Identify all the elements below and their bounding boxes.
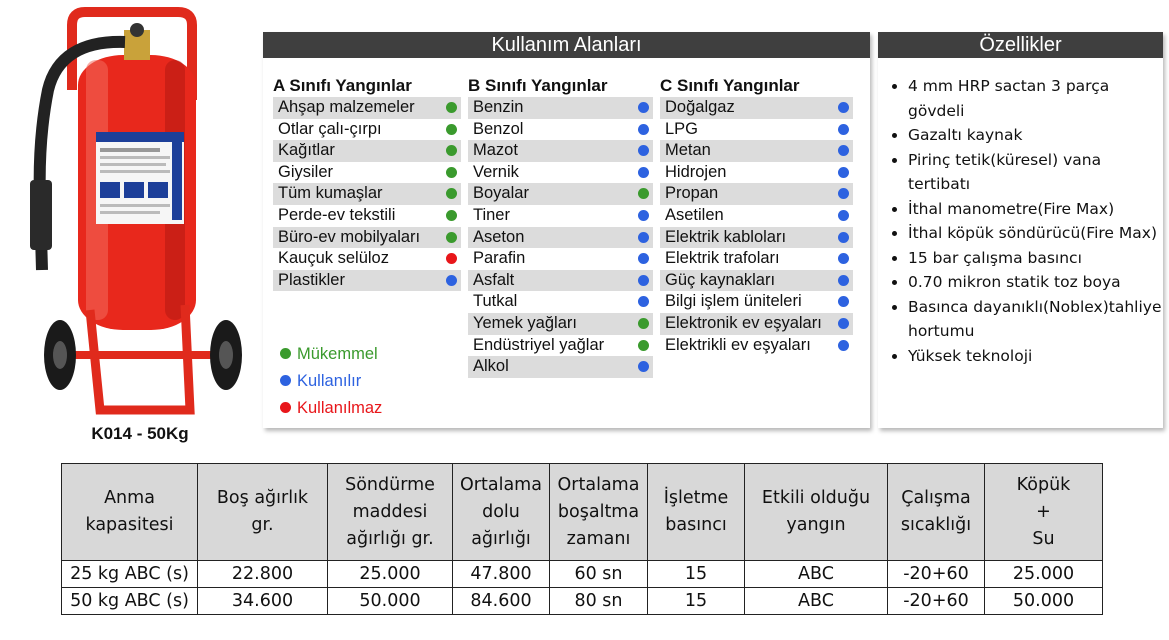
blue-dot-icon — [838, 232, 849, 243]
features-panel — [878, 32, 1163, 428]
feature-item: • 15 bar çalışma basıncı — [908, 246, 1166, 271]
class-c-title: C Sınıfı Yangınlar — [660, 76, 800, 95]
spec-header-cell: Ortalama dolu ağırlığı — [453, 464, 550, 561]
usage-label: Ahşap malzemeler — [278, 98, 415, 116]
usage-label: Mazot — [473, 141, 518, 160]
usage-row — [468, 140, 653, 162]
usage-label: Elektronik ev eşyaları — [665, 313, 822, 332]
usage-label: Otlar çalı-çırpı — [278, 119, 382, 138]
spec-cell: 25.000 — [328, 561, 453, 588]
feature-item: • İthal köpük söndürücü(Fire Max) — [908, 221, 1166, 246]
blue-dot-icon — [638, 275, 649, 286]
usage-row — [660, 140, 853, 162]
feature-item: • 4 mm HRP sactan 3 parça gövdeli — [908, 74, 1166, 123]
usage-label: Tutkal — [473, 292, 518, 311]
feature-item: • Basınca dayanıklı(Noblex)tahliye hortumu — [908, 295, 1166, 344]
blue-dot-icon — [838, 210, 849, 221]
usage-label: Elektrikli ev eşyaları — [665, 335, 811, 354]
table-row — [62, 561, 1103, 588]
feature-item: • Yüksek teknoloji — [908, 344, 1166, 369]
usage-row — [273, 140, 461, 162]
blue-dot-icon — [638, 253, 649, 264]
legend-item — [278, 398, 382, 425]
usage-label: Metan — [665, 141, 711, 160]
blue-dot-icon — [638, 167, 649, 178]
blue-dot-icon — [280, 375, 291, 386]
features-list — [878, 74, 1166, 368]
usage-row — [660, 119, 853, 141]
red-dot-icon — [280, 402, 291, 413]
usage-row — [468, 356, 653, 378]
spec-header-cell: Çalışma sıcaklığı — [888, 464, 985, 561]
blue-dot-icon — [638, 232, 649, 243]
spec-header-cell: Etkili olduğu yangın — [745, 464, 888, 561]
usage-label: Perde-ev tekstili — [278, 205, 396, 224]
model-label: K014 - 50Kg — [91, 424, 189, 443]
usage-label: LPG — [665, 119, 699, 138]
features-title: Özellikler — [878, 32, 1163, 58]
spec-cell: 25 kg ABC (s) — [62, 561, 198, 588]
green-dot-icon — [446, 124, 457, 135]
legend-item — [278, 344, 382, 371]
usage-row — [660, 205, 853, 227]
green-dot-icon — [446, 145, 457, 156]
usage-label: Elektrik trafoları — [665, 249, 780, 268]
usage-row — [468, 119, 653, 141]
usage-row — [660, 97, 853, 119]
spec-table-header — [62, 464, 1103, 561]
spec-header-cell: Söndürme maddesi ağırlığı gr. — [328, 464, 453, 561]
usage-row — [273, 270, 461, 292]
green-dot-icon — [638, 318, 649, 329]
usage-row — [660, 162, 853, 184]
legend-label: Mükemmel — [297, 345, 378, 363]
usage-label: Güç kaynakları — [665, 270, 776, 289]
class-a-column — [273, 76, 461, 291]
class-b-column — [468, 76, 653, 378]
usage-row — [468, 313, 653, 335]
fire-extinguisher-illustration — [0, 0, 262, 430]
usage-label: Giysiler — [278, 162, 334, 181]
blue-dot-icon — [838, 188, 849, 199]
spec-header-cell: Boş ağırlık gr. — [198, 464, 328, 561]
usage-row — [660, 335, 853, 357]
spec-cell: -20+60 — [888, 561, 985, 588]
spec-cell: 15 — [648, 588, 745, 615]
spec-header-cell: Ortalama boşaltma zamanı — [550, 464, 648, 561]
usage-label: Alkol — [473, 357, 509, 376]
usage-label: Kauçuk selüloz — [278, 249, 389, 268]
spec-header-cell: İşletme basıncı — [648, 464, 745, 561]
usage-label: Endüstriyel yağlar — [473, 335, 605, 354]
usage-row — [273, 162, 461, 184]
usage-label: Asetilen — [665, 205, 724, 224]
green-dot-icon — [638, 188, 649, 199]
spec-table-body — [62, 561, 1103, 615]
feature-item: • Pirinç tetik(küresel) vana tertibatı — [908, 148, 1166, 197]
usage-row — [273, 97, 461, 119]
class-a-title: A Sınıfı Yangınlar — [273, 76, 412, 95]
usage-row — [468, 270, 653, 292]
usage-row — [660, 291, 853, 313]
usage-row — [468, 335, 653, 357]
usage-label: Tüm kumaşlar — [278, 184, 383, 203]
spec-cell: 80 sn — [550, 588, 648, 615]
usage-label: Hidrojen — [665, 162, 727, 181]
blue-dot-icon — [638, 102, 649, 113]
feature-item: • Gazaltı kaynak — [908, 123, 1166, 148]
table-row — [62, 588, 1103, 615]
green-dot-icon — [446, 167, 457, 178]
usage-row — [660, 270, 853, 292]
class-b-title: B Sınıfı Yangınlar — [468, 76, 608, 95]
legend-label: Kullanılmaz — [297, 399, 383, 417]
legend — [278, 344, 382, 425]
spec-cell: -20+60 — [888, 588, 985, 615]
usage-label: Elektrik kabloları — [665, 227, 787, 246]
spec-cell: 50 kg ABC (s) — [62, 588, 198, 615]
usage-row — [468, 97, 653, 119]
green-dot-icon — [446, 210, 457, 221]
usage-row — [468, 183, 653, 205]
usage-row — [468, 248, 653, 270]
blue-dot-icon — [838, 102, 849, 113]
usage-label: Yemek yağları — [473, 313, 577, 332]
usage-row — [660, 248, 853, 270]
blue-dot-icon — [638, 296, 649, 307]
spec-header-cell: Anma kapasitesi — [62, 464, 198, 561]
green-dot-icon — [280, 348, 291, 359]
usage-label: Asfalt — [473, 270, 515, 289]
blue-dot-icon — [838, 253, 849, 264]
blue-dot-icon — [638, 145, 649, 156]
usage-label: Benzol — [473, 119, 524, 138]
red-dot-icon — [446, 253, 457, 264]
usage-row — [273, 183, 461, 205]
green-dot-icon — [446, 232, 457, 243]
blue-dot-icon — [838, 145, 849, 156]
green-dot-icon — [446, 188, 457, 199]
spec-cell: 50.000 — [328, 588, 453, 615]
usage-row — [468, 205, 653, 227]
blue-dot-icon — [838, 167, 849, 178]
legend-item — [278, 371, 382, 398]
usage-row — [660, 313, 853, 335]
spec-cell: 22.800 — [198, 561, 328, 588]
usage-title: Kullanım Alanları — [263, 32, 870, 58]
spec-cell: 25.000 — [985, 561, 1103, 588]
usage-row — [468, 162, 653, 184]
spec-cell: 50.000 — [985, 588, 1103, 615]
usage-row — [273, 205, 461, 227]
usage-label: Plastikler — [278, 270, 345, 289]
blue-dot-icon — [638, 361, 649, 372]
usage-label: Kağıtlar — [278, 141, 335, 160]
spec-cell: 34.600 — [198, 588, 328, 615]
spec-cell: ABC — [745, 561, 888, 588]
usage-panel — [263, 32, 870, 428]
usage-label: Boyalar — [473, 184, 529, 203]
usage-row — [660, 183, 853, 205]
usage-row — [660, 227, 853, 249]
class-c-column — [660, 76, 853, 356]
blue-dot-icon — [638, 210, 649, 221]
usage-label: Parafin — [473, 249, 526, 268]
blue-dot-icon — [638, 124, 649, 135]
spec-cell: 84.600 — [453, 588, 550, 615]
spec-cell: ABC — [745, 588, 888, 615]
blue-dot-icon — [838, 318, 849, 329]
usage-label: Vernik — [473, 162, 519, 181]
blue-dot-icon — [446, 275, 457, 286]
feature-item: • İthal manometre(Fire Max) — [908, 197, 1166, 222]
blue-dot-icon — [838, 296, 849, 307]
usage-row — [468, 227, 653, 249]
spec-cell: 47.800 — [453, 561, 550, 588]
green-dot-icon — [638, 340, 649, 351]
spec-cell: 15 — [648, 561, 745, 588]
blue-dot-icon — [838, 340, 849, 351]
blue-dot-icon — [838, 124, 849, 135]
usage-label: Doğalgaz — [665, 98, 735, 116]
usage-label: Aseton — [473, 227, 525, 246]
usage-label: Büro-ev mobilyaları — [278, 227, 421, 246]
product-image — [0, 0, 262, 450]
spec-cell: 60 sn — [550, 561, 648, 588]
usage-row — [273, 248, 461, 270]
spec-table — [61, 463, 1103, 615]
usage-label: Tiner — [473, 205, 510, 224]
green-dot-icon — [446, 102, 457, 113]
spec-header-cell: Köpük + Su — [985, 464, 1103, 561]
usage-row — [273, 227, 461, 249]
usage-label: Bilgi işlem üniteleri — [665, 292, 802, 311]
usage-row — [273, 119, 461, 141]
usage-row — [468, 291, 653, 313]
blue-dot-icon — [838, 275, 849, 286]
legend-label: Kullanılır — [297, 372, 362, 390]
usage-label: Propan — [665, 184, 719, 203]
feature-item: • 0.70 mikron statik toz boya — [908, 270, 1166, 295]
usage-label: Benzin — [473, 98, 524, 116]
